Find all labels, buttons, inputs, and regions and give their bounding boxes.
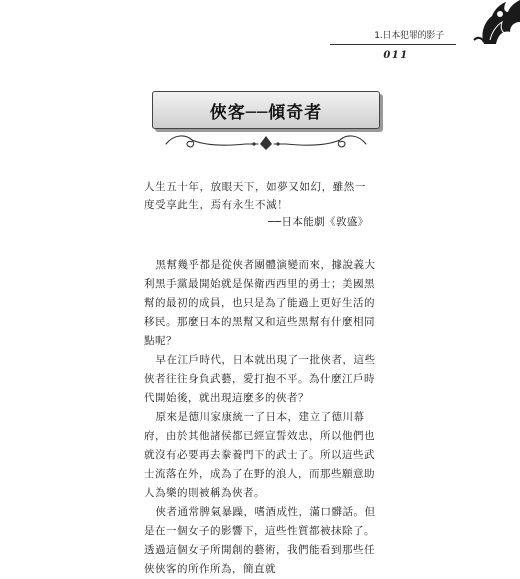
flourish-ornament-icon — [162, 130, 370, 152]
paragraph: 俠者通常脾氣暴躁，嗜酒成性，滿口髒話。但是在一個女子的影響下，這些性質都被抹除了。透過這個女子所開創的藝術，我們能看到那些任俠俠客的所作所為，簡直就 — [144, 506, 376, 575]
corner-decoration-icon — [470, 0, 520, 44]
page-number: 011 — [383, 50, 409, 61]
epigraph-quote: 人生五十年，放眼天下，如夢又如幻，雖然一度受享此生，焉有永生不滅！ — [144, 181, 366, 211]
chapter-header-label: 1.日本犯罪的影子 — [374, 31, 444, 41]
paragraph: 原來是德川家康統一了日本，建立了德川幕府，由於其他諸侯都已經宣誓效忠，所以他們也就沒有必要再去豢養門下的武士了。所以這些武士流落在外，成為了在野的浪人，而那些願意助人為樂的則被稱為俠者。 — [144, 411, 375, 499]
section-title-box — [152, 91, 380, 129]
epigraph-source: ──日本能劇《敦盛》 — [268, 216, 369, 228]
section-title: 俠客──傾奇者 — [209, 102, 323, 123]
body-text — [144, 256, 382, 579]
paragraph: 早在江戶時代，日本就出現了一批俠者，這些俠者往往身負武藝，愛打抱不平。為什麼江戶時代開始後，就出現這麼多的俠者？ — [144, 354, 376, 404]
paragraph: 黑幫幾乎都是從俠者團體演變而來，據說義大利黑手黨最開始就是保衛西西里的勇士；美國黑幫的最初的成員，也只是為了能過上更好生活的移民。那麼日本的黑幫又和這些黑幫有什麼相同點呢？ — [144, 259, 376, 347]
header-divider — [330, 44, 456, 45]
